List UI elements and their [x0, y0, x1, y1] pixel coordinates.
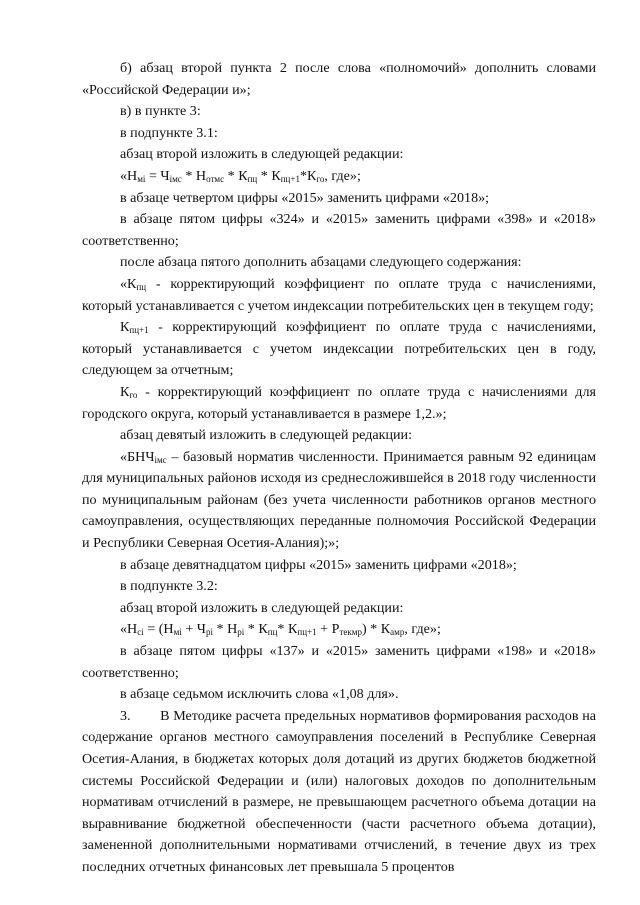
paragraph-ninth-edit: абзац девятый изложить в следующей редакции: — [120, 427, 413, 444]
formula-nci: «$Н_{ci} = (Н_{мi} + Ч_{pi} * Н_{pi} * К_{пц}*$ $К_{пц+1} + Р_{текмр}) * К_{амр}$, где»; — [120, 621, 441, 638]
paragraph-second-edit-2: абзац второй изложить в следующей редакции: — [120, 599, 404, 616]
definition-bnch: «$БНЧ_{iмс}$ – базовый норматив численности. Принимается равным 92 единицам для муниципальных районов исходя из среднесложившейся в 2018 году численности по муниципальным районам (без учета численности работников органов местного самоуправления, осуществляющих переданные полномочия Российской Федерации и Республики Северная Осетия-Алания);»; — [82, 448, 596, 552]
paragraph-seventh-exclude: в абзаце седьмом исключить слова «1,08 для». — [120, 686, 399, 703]
paragraph-item-3-methodology: 3. В Методике расчета предельных нормативов формирования расходов на содержание органов местного самоуправления поселений в Республике Северная Осетия-Алания, в бюджетах которых доля дотаций из других бюджетов бюджетной системы Российской Федерации и (или) налоговых доходов по дополнительным нормативам отчислений в размере, не превышающем расчетного объема дотации на выравнивание бюджетной обеспеченности (части расчетного объема дотации), замененной дополнительными нормативами отчислений, в течение двух из трех последних отчетных финансовых лет превышала 5 процентов — [82, 707, 596, 875]
definition-kgo: $К_{го}$ - корректирующий коэффициент по оплате труда с начислениями для городского округа, который устанавливается в размере 1,2.»; — [82, 383, 596, 422]
paragraph-nineteenth-digits: в абзаце девятнадцатом цифры «2015» заменить цифрами «2018»; — [120, 556, 517, 573]
document-body — [82, 58, 596, 879]
definition-kpc1: $К_{пц+1}$ - корректирующий коэффициент по оплате труда с начислениями, который устанавливается с учетом индексации потребительских цен в году, следующем за отчетным; — [82, 319, 596, 379]
paragraph-subitem-3-2: в подпункте 3.2: — [120, 578, 218, 595]
paragraph-subitem-3-1: в подпункте 3.1: — [120, 124, 218, 141]
item-number: 3. — [120, 707, 131, 724]
definition-kpc: «$К_{пц}$ - корректирующий коэффициент по оплате труда с начислениями, который устанавливается с учетом индексации потребительских цен в текущем году; — [82, 275, 596, 314]
paragraph-fifth-digits-2: в абзаце пятом цифры «137» и «2015» заменить цифрами «198» и «2018» соответственно; — [82, 643, 596, 681]
paragraph-second-edit: абзац второй изложить в следующей редакции: — [120, 146, 404, 163]
paragraph-add-after-fifth: после абзаца пятого дополнить абзацами следующего содержания: — [120, 254, 522, 271]
paragraph-amendment-b: б) абзац второй пункта 2 после слова «полномочий» дополнить словами «Российской Федерации и»; — [82, 60, 596, 98]
formula-nmi: «$Н_{мi} = Ч_{iмс} * Н_{отмс} * К_{пц} * К_{пц+1}*К_{го}$, где»; — [120, 167, 361, 184]
paragraph-fifth-digits: в абзаце пятом цифры «324» и «2015» заменить цифрами «398» и «2018» соответственно; — [82, 211, 596, 249]
paragraph-item-v: в) в пункте 3: — [120, 103, 201, 120]
paragraph-fourth-digits: в абзаце четвертом цифры «2015» заменить цифрами «2018»; — [120, 189, 490, 206]
